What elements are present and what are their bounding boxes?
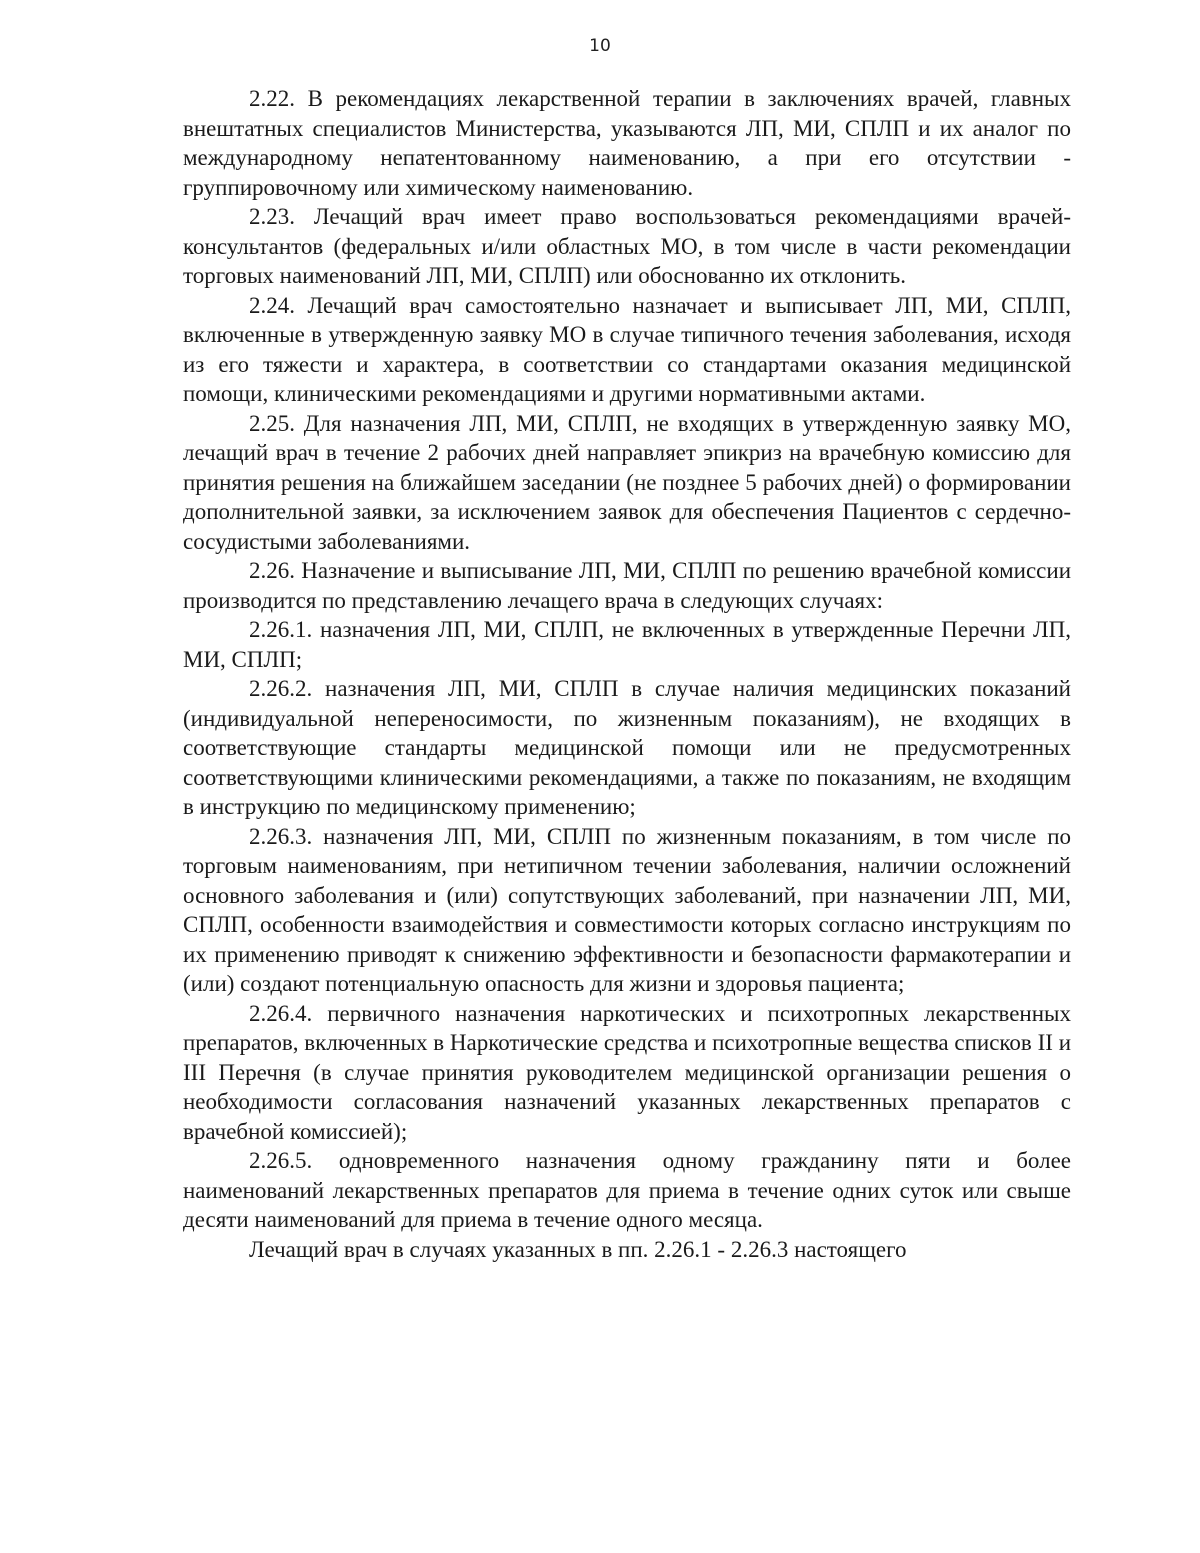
paragraph-2-25: 2.25. Для назначения ЛП, МИ, СПЛП, не входящих в утвержденную заявку МО, лечащий врач в течение 2 рабочих дней направляет эпикриз на врачебную комиссию для принятия решения на ближайшем заседании (не позднее 5 рабочих дней) о формировании дополнительной заявки, за исключением заявок для обеспечения Пациентов с сердечно-сосудистыми заболеваниями. bbox=[183, 410, 1071, 554]
paragraph-2-24: 2.24. Лечащий врач самостоятельно назначает и выписывает ЛП, МИ, СПЛП, включенные в утвержденную заявку МО в случае типичного течения заболевания, исходя из его тяжести и характера, в соответствии со стандартами оказания медицинской помощи, клиническими рекомендациями и другими нормативными актами. bbox=[183, 292, 1071, 406]
paragraph-2-26-2: 2.26.2. назначения ЛП, МИ, СПЛП в случае наличия медицинских показаний (индивидуальной непереносимости, по жизненным показаниям), не входящих в соответствующие стандарты медицинской помощи или не предусмотренных соответствующими клиническими рекомендациями, а также по показаниям, не входящим в инструкцию по медицинскому применению; bbox=[183, 676, 1071, 819]
paragraph-2-23: 2.23. Лечащий врач имеет право воспользоваться рекомендациями врачей-консультантов (федеральных и/или областных МО, в том числе в части рекомендации торговых наименований ЛП, МИ, СПЛП) или обоснованно их отклонить. bbox=[183, 204, 1071, 288]
paragraph-continuation: Лечащий врач в случаях указанных в пп. 2.26.1 - 2.26.3 настоящего bbox=[249, 1236, 907, 1262]
paragraph-2-26-3: 2.26.3. назначения ЛП, МИ, СПЛП по жизненным показаниям, в том числе по торговым наименованиям, при нетипичном течении заболевания, наличии осложнений основного заболевания и (или) сопутствующих заболеваний, при назначении ЛП, МИ, СПЛП, особенности взаимодействия и совместимости которых согласно инструкциям по их применению приводят к снижению эффективности и безопасности фармакотерапии и (или) создают потенциальную опасность для жизни и здоровья пациента; bbox=[183, 823, 1071, 996]
document-body bbox=[183, 84, 1071, 1264]
paragraph-2-26-5: 2.26.5. одновременного назначения одному гражданину пяти и более наименований лекарственных препаратов для приема в течение одних суток или свыше десяти наименований для приема в течение одного месяца. bbox=[183, 1148, 1071, 1232]
paragraph-2-22: 2.22. В рекомендациях лекарственной терапии в заключениях врачей, главных внештатных специалистов Министерства, указываются ЛП, МИ, СПЛП и их аналог по международному непатентованному наименованию, а при его отсутствии - группировочному или химическому наименованию. bbox=[183, 86, 1071, 200]
page-number: 10 bbox=[589, 36, 611, 56]
paragraph-2-26-1: 2.26.1. назначения ЛП, МИ, СПЛП, не включенных в утвержденные Перечни ЛП, МИ, СПЛП; bbox=[183, 617, 1071, 672]
paragraph-2-26-4: 2.26.4. первичного назначения наркотических и психотропных лекарственных препаратов, включенных в Наркотические средства и психотропные вещества списков II и III Перечня (в случае принятия руководителем медицинской организации решения о необходимости согласования назначений указанных лекарственных препаратов с врачебной комиссией); bbox=[183, 1000, 1071, 1144]
paragraph-2-26: 2.26. Назначение и выписывание ЛП, МИ, СПЛП по решению врачебной комиссии производится по представлению лечащего врача в следующих случаях: bbox=[183, 558, 1071, 613]
